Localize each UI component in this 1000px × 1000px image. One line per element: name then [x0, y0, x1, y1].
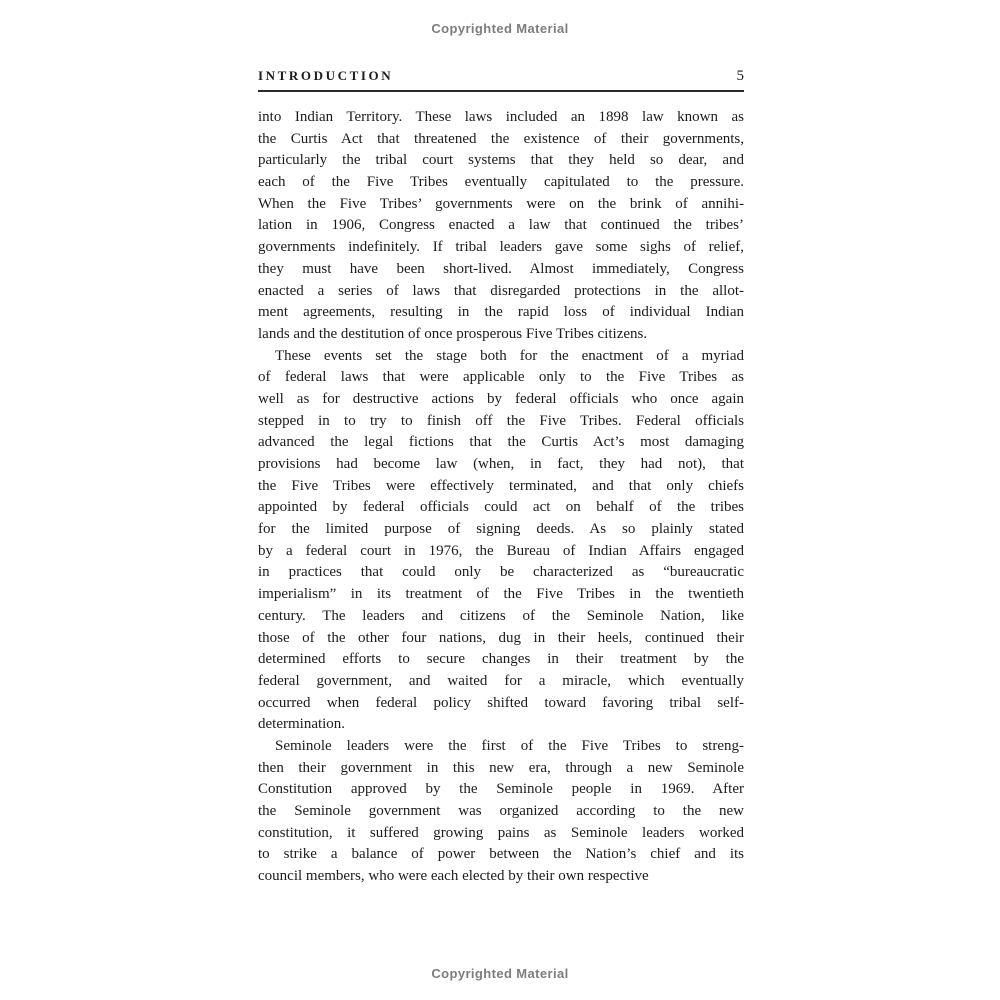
text-line: each of the Five Tribes eventually capitulated to the pressure. [258, 174, 744, 191]
text-line: Constitution approved by the Seminole people in 1969. After [258, 781, 744, 798]
text-line: When the Five Tribes’ governments were on the brink of annihi- [258, 195, 744, 212]
text-block [258, 68, 744, 888]
text-line: into Indian Territory. These laws included an 1898 law known as [258, 109, 744, 125]
chapter-title: INTRODUCTION [258, 68, 394, 83]
text-line: by a federal court in 1976, the Bureau of Indian Affairs engaged [258, 542, 744, 559]
text-line: determined efforts to secure changes in their treatment by the [258, 651, 744, 668]
body-text [258, 107, 744, 888]
text-line: well as for destructive actions by federal officials who once again [258, 390, 744, 407]
text-line: Seminole leaders were the first of the Five Tribes to streng- [275, 737, 744, 754]
text-line: of federal laws that were applicable only to the Five Tribes as [258, 369, 744, 386]
text-line: century. The leaders and citizens of the Seminole Nation, like [258, 607, 744, 624]
text-line: advanced the legal fictions that the Curtis Act’s most damaging [258, 434, 744, 451]
text-line: determination. [258, 716, 346, 733]
text-line: federal government, and waited for a miracle, which eventually [258, 672, 744, 689]
text-line: stepped in to try to finish off the Five Tribes. Federal officials [258, 412, 744, 429]
text-line: ment agreements, resulting in the rapid loss of individual Indian [258, 304, 744, 321]
text-line: These events set the stage both for the enactment of a myriad [275, 347, 744, 364]
text-line: imperialism” in its treatment of the Five Tribes in the twentieth [258, 586, 744, 603]
paragraph [258, 736, 744, 888]
text-line: lation in 1906, Congress enacted a law that continued the tribes’ [258, 217, 744, 234]
text-line: to strike a balance of power between the Nation’s chief and its [258, 846, 744, 863]
text-line: council members, who were each elected by their own respective [258, 868, 649, 885]
text-line: constitution, it suffered growing pains as Seminole leaders worked [258, 824, 744, 841]
page-number: 5 [736, 68, 744, 84]
paragraph [258, 107, 744, 346]
text-line: those of the other four nations, dug in their heels, continued their [258, 629, 744, 646]
text-line: particularly the tribal court systems that they held so dear, and [258, 152, 744, 169]
text-line: for the limited purpose of signing deeds. As so plainly stated [258, 521, 744, 538]
text-line: the Curtis Act that threatened the existence of their governments, [258, 130, 744, 147]
text-line: then their government in this new era, through a new Seminole [258, 759, 744, 776]
text-line: lands and the destitution of once prosperous Five Tribes citizens. [258, 325, 648, 342]
text-line: governments indefinitely. If tribal leaders gave some sighs of relief, [258, 239, 744, 256]
text-line: they must have been short-lived. Almost immediately, Congress [258, 260, 744, 277]
text-line: provisions had become law (when, in fact, they had not), that [258, 456, 744, 472]
copyright-notice-top: Copyrighted Material [431, 21, 569, 36]
text-line: occurred when federal policy shifted toward favoring tribal self- [258, 694, 744, 711]
text-line: in practices that could only be characterized as “bureaucratic [258, 564, 744, 581]
paragraph [258, 346, 744, 736]
running-header [258, 68, 744, 92]
text-line: the Five Tribes were effectively terminated, and that only chiefs [258, 477, 744, 494]
copyright-notice-bottom: Copyrighted Material [431, 966, 569, 981]
text-line: enacted a series of laws that disregarded protections in the allot- [258, 282, 744, 299]
text-line: the Seminole government was organized according to the new [258, 803, 744, 819]
text-line: appointed by federal officials could act on behalf of the tribes [258, 499, 744, 516]
